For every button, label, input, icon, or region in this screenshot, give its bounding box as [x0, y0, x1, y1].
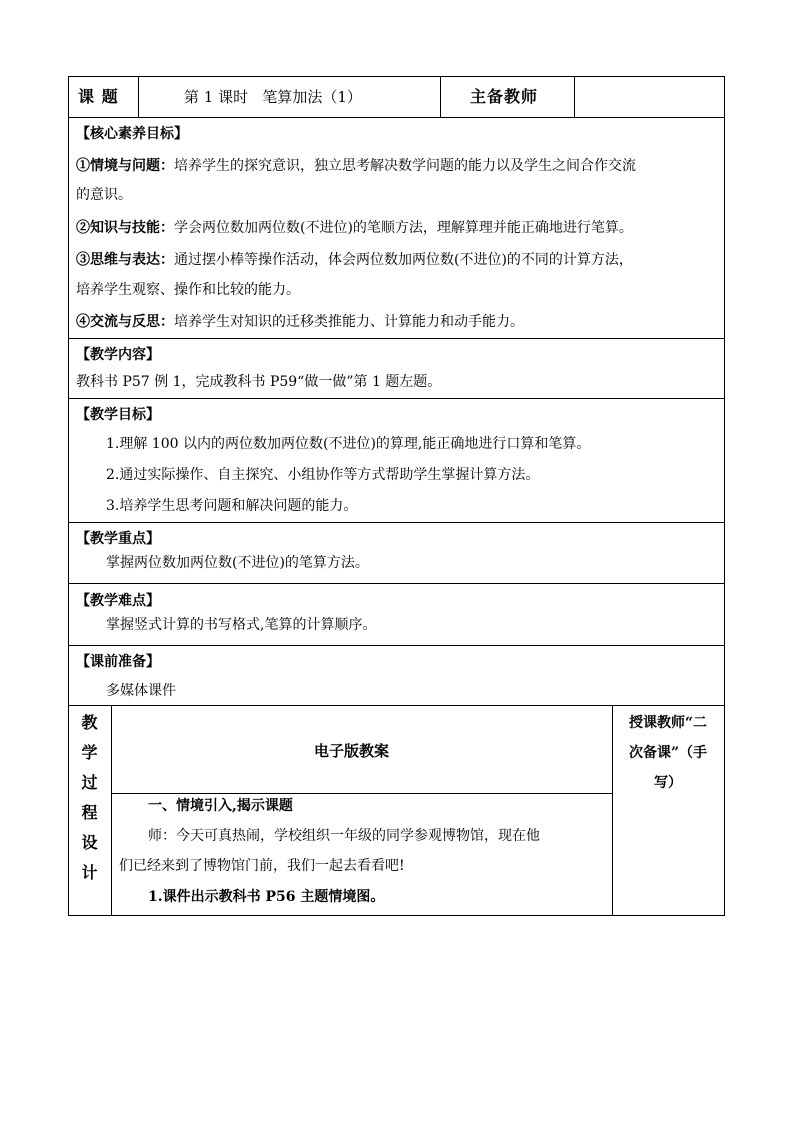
- lesson-title: 第 1 课时 笔算加法（1）: [184, 88, 362, 106]
- core-goal-4-text: 培养学生对知识的迁移类推能力、计算能力和动手能力。: [174, 314, 524, 330]
- core-goal-2: [76, 219, 633, 237]
- process-paragraph-line-2: 们已经来到了博物馆门前，我们一起去看看吧!: [119, 858, 405, 874]
- key-points-title: 【教学重点】: [76, 531, 160, 547]
- content-title: 【教学内容】: [76, 347, 160, 363]
- preparation-title: 【课前准备】: [76, 654, 160, 670]
- core-goal-2-label: ②知识与技能：: [76, 220, 174, 236]
- key-points-divider: [68, 583, 725, 584]
- core-goals-title: 【核心素养目标】: [76, 126, 188, 142]
- core-goal-1: [76, 157, 636, 175]
- core-goal-2-text: 学会两位数加两位数(不进位)的笔顺方法，理解算理并能正确地进行笔算。: [174, 220, 633, 236]
- teacher-label: 主备教师: [470, 87, 539, 106]
- core-goal-1-continued: 的意识。: [76, 187, 132, 203]
- core-goals-divider: [68, 338, 725, 339]
- process-side-char-5: 设: [81, 833, 98, 852]
- preparation-text: 多媒体课件: [106, 683, 176, 699]
- objective-1: 1.理解 100 以内的两位数加两位数(不进位)的算理,能正确地进行口算和笔算。: [106, 436, 591, 452]
- header-row-divider: [68, 117, 725, 118]
- preparation-divider: [68, 705, 725, 706]
- process-right-header: [612, 708, 724, 798]
- process-side-char-2: 学: [81, 743, 98, 762]
- process-side-label: [68, 708, 111, 888]
- process-side-char-1: 教: [81, 713, 98, 732]
- objective-3: 3.培养学生思考问题和解决问题的能力。: [106, 498, 358, 514]
- topic-label: 课 题: [78, 87, 119, 106]
- difficulties-text: 掌握竖式计算的书写格式,笔算的计算顺序。: [106, 617, 377, 633]
- core-goal-1-text: 培养学生的探究意识，独立思考解决数学问题的能力以及学生之间合作交流: [174, 158, 636, 174]
- core-goal-3-continued: 培养学生观察、操作和比较的能力。: [76, 282, 300, 298]
- key-points-text: 掌握两位数加两位数(不进位)的笔算方法。: [106, 555, 369, 571]
- header-col-divider-3: [574, 76, 575, 117]
- process-paragraph-line-1: 师：今天可真热闹，学校组织一年级的同学参观博物馆，现在他: [148, 828, 540, 844]
- objective-2: 2.通过实际操作、自主探究、小组协作等方式帮助学生掌握计算方法。: [106, 467, 540, 483]
- content-divider: [68, 398, 725, 399]
- core-goal-3: [76, 251, 633, 269]
- core-goal-3-text: 通过摆小棒等操作活动，体会两位数加两位数(不进位)的不同的计算方法，: [174, 252, 633, 268]
- content-text: 教科书 P57 例 1，完成教科书 P59“做一做”第 1 题左题。: [76, 374, 442, 390]
- core-goal-4-label: ④交流与反思：: [76, 314, 174, 330]
- difficulties-title: 【教学难点】: [76, 593, 160, 609]
- process-side-divider: [111, 705, 112, 916]
- objectives-divider: [68, 522, 725, 523]
- process-right-line-1: 授课教师“二: [628, 715, 708, 731]
- process-side-char-4: 程: [81, 803, 98, 822]
- process-right-line-3: 写）: [654, 775, 682, 791]
- process-side-char-6: 计: [81, 863, 98, 882]
- process-side-char-3: 过: [81, 773, 98, 792]
- process-right-line-2: 次备课”（手: [628, 745, 708, 761]
- objectives-title: 【教学目标】: [76, 407, 160, 423]
- difficulties-divider: [68, 645, 725, 646]
- process-section-heading: 一、情境引入,揭示课题: [148, 798, 293, 814]
- header-col-divider-1: [138, 76, 139, 117]
- core-goal-4: [76, 313, 524, 331]
- core-goal-1-label: ①情境与问题：: [76, 158, 174, 174]
- process-title-divider: [111, 793, 612, 794]
- core-goal-3-label: ③思维与表达：: [76, 252, 174, 268]
- header-col-divider-2: [440, 76, 441, 117]
- process-step-1: 1.课件出示教科书 P56 主题情境图。: [148, 889, 385, 905]
- process-center-title: 电子版教案: [314, 742, 390, 760]
